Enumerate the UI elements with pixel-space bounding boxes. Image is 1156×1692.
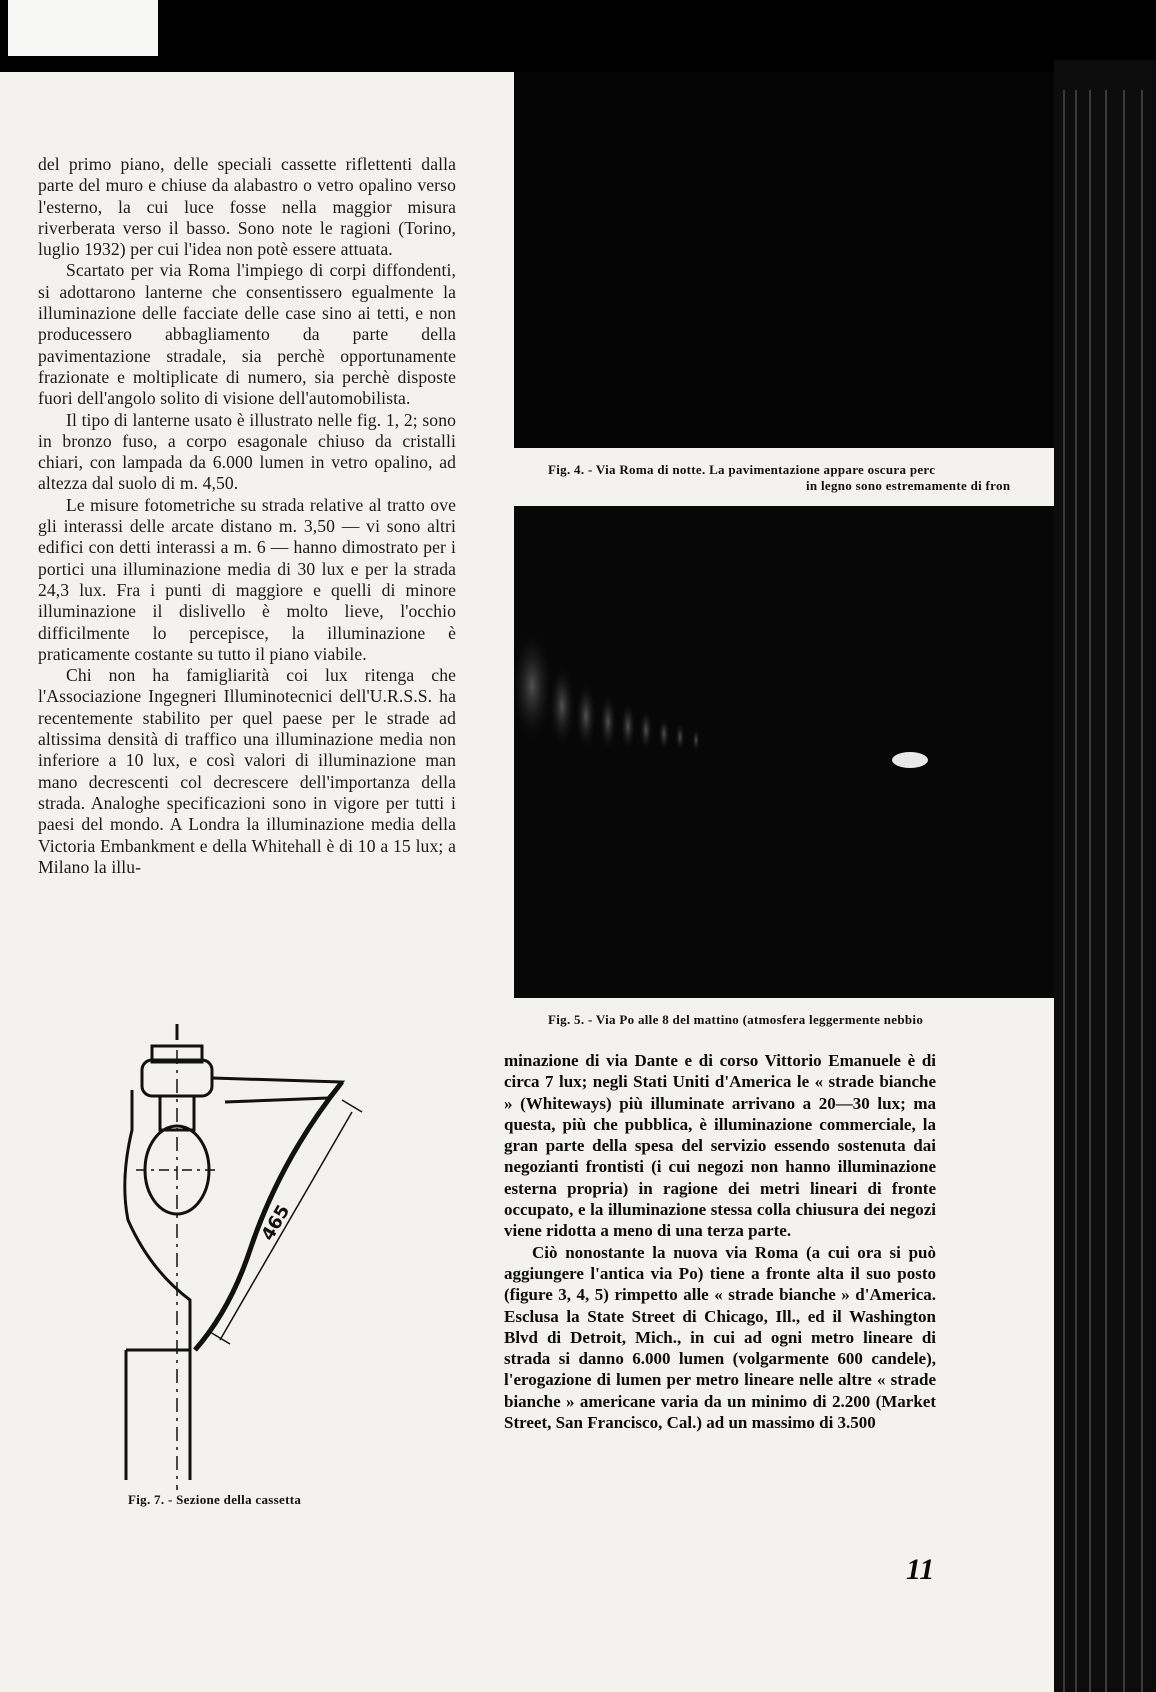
paragraph: Scartato per via Roma l'impiego di corpi diffondenti, si adottarono lanterne che consentissero egualmente la illuminazione delle facciate delle case sino ai tetti, e non producessero abbagliamento da parte della pavimentazione stradale, sia perchè opportunamente frazionate e moltiplicate di numero, sia perchè disposte fuori dell'angolo solito di visione dell'automobilista. bbox=[38, 260, 456, 409]
fog-lights-image bbox=[514, 506, 1054, 998]
paragraph: Chi non ha famigliarità coi lux ritenga che l'Associazione Ingegneri Illuminotecnici dell'U.R.S.S. ha recentemente stabilito per quel paese per le strade ad altissima densità di traffico una illuminazione media non inferiore a 10 lux, e così valori di illuminazione man mano decrescenti col decrescere dell'importanza della strada. Analoghe specificazioni sono in vigore per tutti i paesi del mondo. A Londra la illuminazione media della Victoria Embankment e della Whitehall è di 10 a 15 lux; a Milano la illu- bbox=[38, 665, 456, 877]
left-text-column bbox=[38, 154, 456, 878]
fig7-caption: Fig. 7. - Sezione della cassetta bbox=[128, 1492, 302, 1507]
photo-via-po-morning bbox=[514, 506, 1054, 998]
binding-edge-scan bbox=[1054, 60, 1156, 1692]
paragraph: Il tipo di lanterne usato è illustrato nelle fig. 1, 2; sono in bronzo fuso, a corpo esagonale chiuso da cristalli chiari, con lampada da 6.000 lumen in vetro opalino, ad altezza dal suolo di m. 4,50. bbox=[38, 409, 456, 494]
corner-label-blank bbox=[8, 0, 158, 56]
page-number: 11 bbox=[906, 1553, 935, 1586]
fig4-caption bbox=[548, 462, 1058, 494]
photo-via-roma-night bbox=[514, 72, 1054, 448]
lantern-section-drawing bbox=[80, 1020, 420, 1500]
right-text-column bbox=[504, 1050, 936, 1433]
paragraph: del primo piano, delle speciali cassette riflettenti dalla parte del muro e chiuse da alabastro o vetro opalino verso l'esterno, la cui luce fosse nella maggior misura riverberata verso il basso. Sono note le ragioni (Torino, luglio 1932) per cui l'idea non potè essere attuata. bbox=[38, 154, 456, 260]
fig4-caption-line2: in legno sono estremamente di fron bbox=[806, 478, 1011, 493]
paragraph: Le misure fotometriche su strada relative al tratto ove gli interassi delle arcate distano m. 3,50 — vi sono altri edifici con detti interassi a m. 6 — hanno dimostrato per i portici una illuminazione media di 30 lux e per la strada 24,3 lux. Fra i punti di maggiore e quelli di minore illuminazione il dislivello è molto lieve, l'occhio difficilmente lo percepisce, la illuminazione è praticamente costante su tutto il piano viabile. bbox=[38, 494, 456, 664]
fig5-caption: Fig. 5. - Via Po alle 8 del mattino (atmosfera leggermente nebbio bbox=[548, 1012, 924, 1027]
dimension-label: 465 bbox=[257, 1201, 295, 1245]
paragraph: Ciò nonostante la nuova via Roma (a cui ora si può aggiungere l'antica via Po) tiene a fronte alta il suo posto (figure 3, 4, 5) rimpetto alle « strade bianche » d'America. Esclusa la State Street di Chicago, Ill., ed il Washington Blvd di Detroit, Mich., in cui ad ogni metro lineare di strada si danno 6.000 lumen (volgarmente 600 candele), l'erogazione di lumen per metro lineare nelle altre « strade bianche » americane varia da un minimo di 2.200 (Market Street, San Francisco, Cal.) ad un massimo di 3.500 bbox=[504, 1242, 936, 1433]
fig4-caption-line1: Fig. 4. - Via Roma di notte. La pavimentazione appare oscura perc bbox=[548, 462, 936, 477]
paragraph: minazione di via Dante e di corso Vittorio Emanuele è di circa 7 lux; negli Stati Uniti d'America le « strade bianche » (Whiteways) più illuminate arrivano a 20—30 lux; ma questa, più che pubblica, è illuminazione commerciale, la gran parte della spesa del servizio essendo sostenuta dai negozianti frontisti (i cui negozi non hanno illuminazione esterna propria) in ragione dei metri lineari di fronte occupato, e la illuminazione stessa colla chiusura dei negozi viene ridotta a meno di una terza parte. bbox=[504, 1051, 936, 1241]
